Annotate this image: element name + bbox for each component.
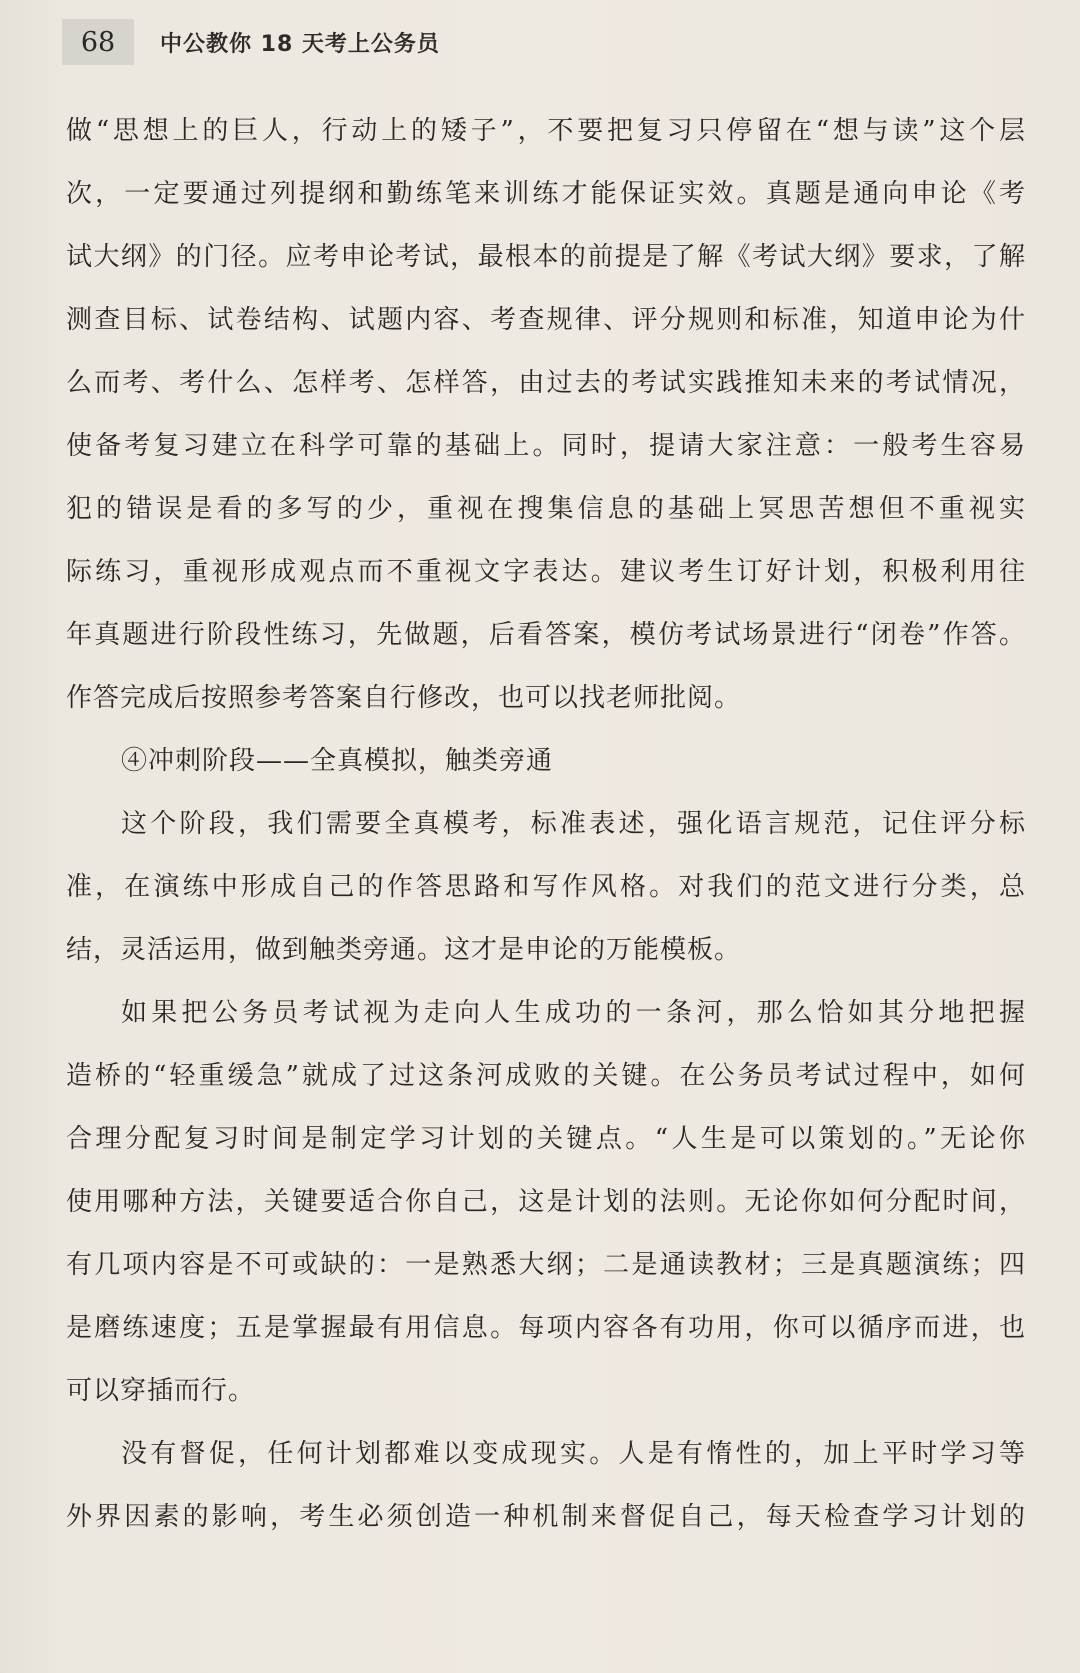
- text-line: 作答完成后按照参考答案自行修改，也可以找老师批阅。: [66, 683, 742, 713]
- text-line: 使用哪种方法，关键要适合你自己，这是计划的法则。无论你如何分配时间，: [66, 1187, 1026, 1217]
- running-title: 中公教你 18 天考上公务员: [160, 31, 440, 57]
- text-line: 么而考、考什么、怎样考、怎样答，由过去的考试实践推知未来的考试情况，: [66, 368, 1026, 398]
- text-line: 结，灵活运用，做到触类旁通。这才是申论的万能模板。: [66, 935, 742, 965]
- text-line: 这个阶段，我们需要全真模考，标准表述，强化语言规范，记住评分标: [121, 809, 1026, 839]
- body-text: [66, 100, 1026, 1549]
- text-line: 犯的错误是看的多写的少，重视在搜集信息的基础上冥思苦想但不重视实: [66, 494, 1026, 524]
- text-line: 测查目标、试卷结构、试题内容、考查规律、评分规则和标准，知道申论为什: [66, 305, 1026, 335]
- text-line: 做“思想上的巨人，行动上的矮子”，不要把复习只停留在“想与读”这个层: [66, 116, 1026, 146]
- text-line: 造桥的“轻重缓急”就成了过这条河成败的关键。在公务员考试过程中，如何: [66, 1061, 1026, 1091]
- text-line: 可以穿插而行。: [66, 1376, 256, 1406]
- text-line: 合理分配复习时间是制定学习计划的关键点。“人生是可以策划的。”无论你: [66, 1124, 1026, 1154]
- text-line: 使备考复习建立在科学可靠的基础上。同时，提请大家注意：一般考生容易: [66, 431, 1026, 461]
- text-line: 是磨练速度；五是掌握最有用信息。每项内容各有功用，你可以循序而进，也: [66, 1313, 1026, 1343]
- text-line: 次，一定要通过列提纲和勤练笔来训练才能保证实效。真题是通向申论《考: [66, 179, 1026, 209]
- text-line: 外界因素的影响，考生必须创造一种机制来督促自己，每天检查学习计划的: [66, 1502, 1026, 1532]
- page-number: 68: [80, 26, 116, 58]
- text-line: 试大纲》的门径。应考申论考试，最根本的前提是了解《考试大纲》要求，了解: [66, 242, 1026, 272]
- text-line: 年真题进行阶段性练习，先做题，后看答案，模仿考试场景进行“闭卷”作答。: [66, 620, 1026, 650]
- page-header: [62, 18, 440, 66]
- text-line: 准，在演练中形成自己的作答思路和写作风格。对我们的范文进行分类，总: [66, 872, 1026, 902]
- page-number-box: [62, 19, 134, 65]
- text-line: 没有督促，任何计划都难以变成现实。人是有惰性的，加上平时学习等: [121, 1439, 1026, 1469]
- text-line: 如果把公务员考试视为走向人生成功的一条河，那么恰如其分地把握: [121, 998, 1026, 1028]
- section-heading: ④冲刺阶段——全真模拟，触类旁通: [121, 746, 554, 776]
- text-line: 有几项内容是不可或缺的：一是熟悉大纲；二是通读教材；三是真题演练；四: [66, 1250, 1026, 1280]
- text-line: 际练习，重视形成观点而不重视文字表达。建议考生订好计划，积极利用往: [66, 557, 1026, 587]
